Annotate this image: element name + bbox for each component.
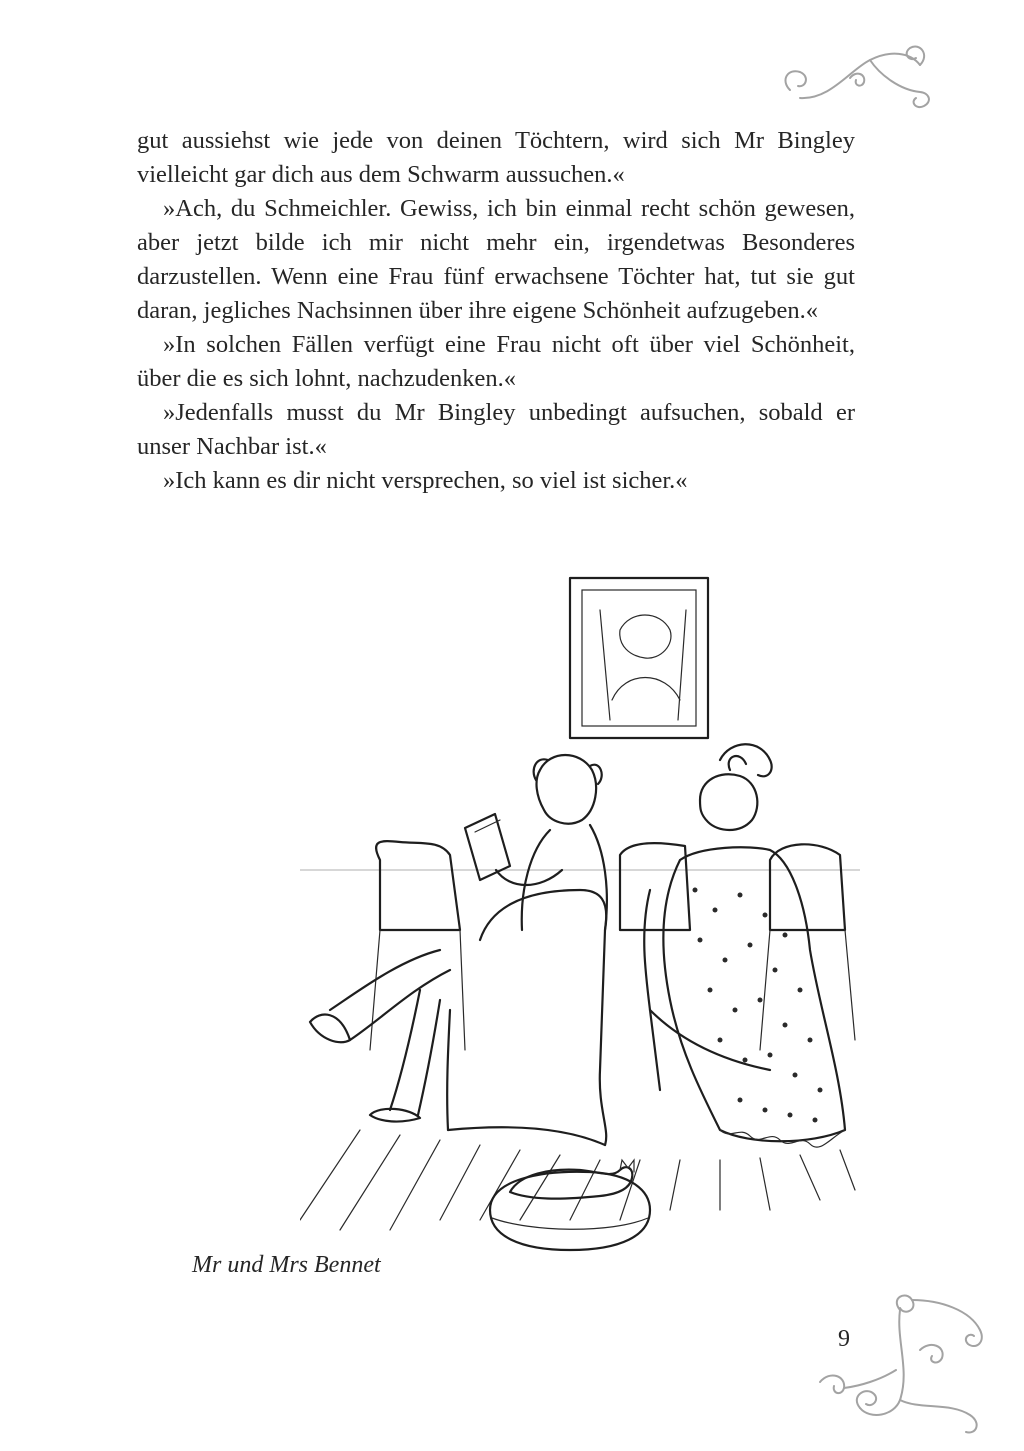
wall-portrait-frame bbox=[570, 578, 708, 738]
page-number: 9 bbox=[838, 1326, 850, 1352]
mrs-bennet-figure bbox=[644, 744, 845, 1147]
paragraph: »In solchen Fällen verfügt eine Frau nicht oft über viel Schönheit, über die es sich lohnt, nachzudenken.« bbox=[137, 331, 855, 392]
background-chairs bbox=[370, 841, 855, 1050]
paragraph: »Ach, du Schmeichler. Gewiss, ich bin einmal recht schön gewesen, aber jetzt bilde ich mir nicht mehr ein, irgendetwas Besonderes darzustellen. Wenn eine Frau fünf erwachsene Töchter hat, tut sie gut daran, jegliches Nachsinnen über ihre eigene Schönheit aufzugeben.« bbox=[137, 195, 855, 324]
body-text bbox=[137, 124, 855, 498]
illustration-caption: Mr und Mrs Bennet bbox=[192, 1252, 381, 1278]
paragraph: gut aussiehst wie jede von deinen Töchtern, wird sich Mr Bingley vielleicht gar dich aus dem Schwarm aussuchen.« bbox=[137, 127, 855, 188]
cushion-with-cat bbox=[490, 1160, 650, 1250]
swirl-ornament-top-icon bbox=[770, 30, 940, 120]
floor-hatching bbox=[300, 1130, 855, 1230]
swirl-ornament-bottom-icon bbox=[800, 1290, 1000, 1440]
paragraph: »Ich kann es dir nicht versprechen, so viel ist sicher.« bbox=[163, 467, 688, 494]
mr-bennet-figure bbox=[310, 755, 607, 1145]
illustration-mr-and-mrs-bennet bbox=[300, 570, 860, 1270]
paragraph: »Jedenfalls musst du Mr Bingley unbedingt aufsuchen, sobald er unser Nachbar ist.« bbox=[137, 399, 855, 460]
